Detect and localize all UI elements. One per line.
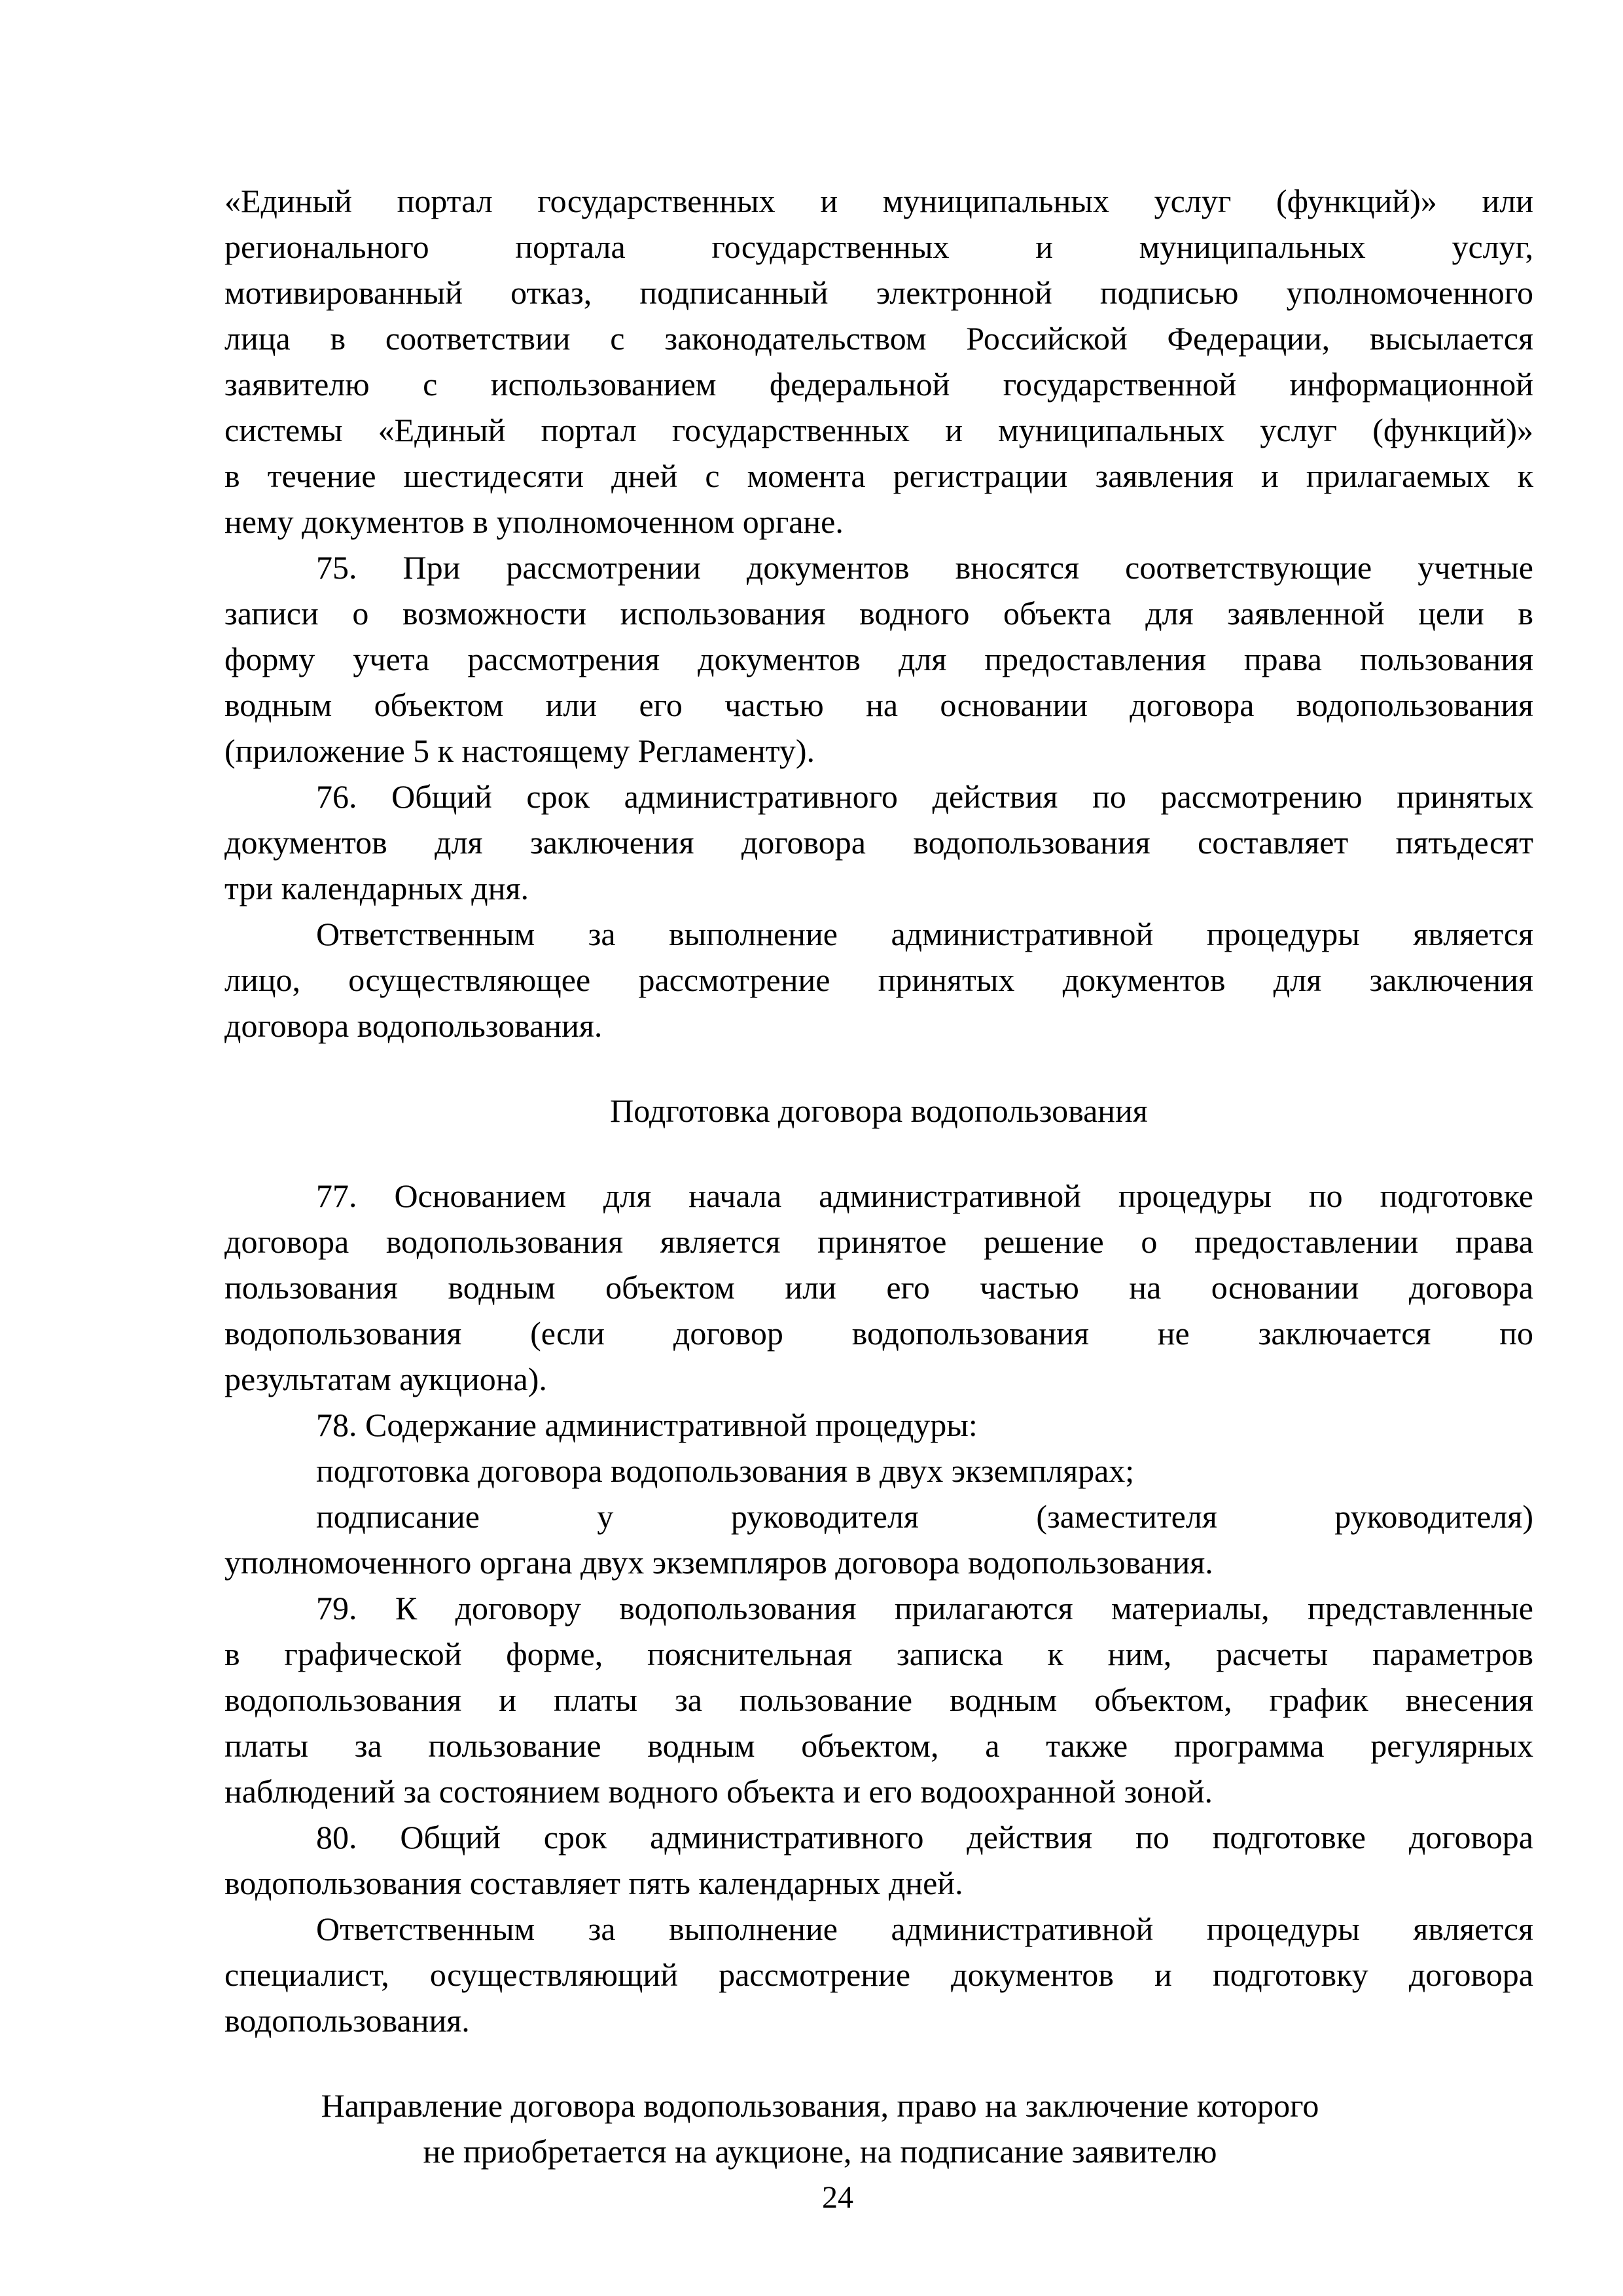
text-line: водопользования и платы за пользование водным объектом, график внесения bbox=[224, 1681, 1533, 1718]
text-line: подписание у руководителя (заместителя руководителя) bbox=[316, 1498, 1533, 1535]
paragraph bbox=[224, 1585, 1533, 1814]
text-line: водопользования. bbox=[224, 2002, 470, 2039]
paragraph bbox=[224, 1814, 1533, 1906]
text-line: 76. Общий срок административного действия по рассмотрению принятых bbox=[316, 778, 1533, 815]
section-heading bbox=[224, 2083, 1416, 2174]
text-line: 79. К договору водопользования прилагаются материалы, представленные bbox=[316, 1590, 1533, 1626]
text-line: 78. Содержание административной процедуры: bbox=[316, 1407, 978, 1443]
paragraph bbox=[224, 1906, 1533, 2043]
paragraph bbox=[224, 774, 1533, 911]
text-line: Ответственным за выполнение административной процедуры является bbox=[316, 1910, 1533, 1947]
text-line: три календарных дня. bbox=[224, 870, 529, 906]
text-line: Подготовка договора водопользования bbox=[610, 1092, 1148, 1129]
text-line: в течение шестидесяти дней с момента регистрации заявления и прилагаемых к bbox=[224, 457, 1533, 494]
text-line: форму учета рассмотрения документов для предоставления права пользования bbox=[224, 641, 1533, 677]
text-line: заявителю с использованием федеральной государственной информационной bbox=[224, 366, 1533, 403]
text-line: наблюдений за состоянием водного объекта и его водоохранной зоной. bbox=[224, 1773, 1213, 1810]
page-number: 24 bbox=[822, 2180, 853, 2215]
text-line: в графической форме, пояснительная записка к ним, расчеты параметров bbox=[224, 1636, 1533, 1672]
text-line: водным объектом или его частью на основании договора водопользования bbox=[224, 687, 1533, 723]
text-line: (приложение 5 к настоящему Регламенту). bbox=[224, 732, 815, 769]
text-line: водопользования (если договор водопользования не заключается по bbox=[224, 1315, 1533, 1352]
paragraph bbox=[224, 178, 1533, 545]
paragraph bbox=[224, 545, 1533, 774]
text-line: результатам аукциона). bbox=[224, 1361, 547, 1397]
text-line: подготовка договора водопользования в двух экземплярах; bbox=[316, 1452, 1135, 1489]
text-line: записи о возможности использования водного объекта для заявленной цели в bbox=[224, 595, 1533, 632]
text-line: мотивированный отказ, подписанный электронной подписью уполномоченного bbox=[224, 274, 1533, 311]
text-line: системы «Единый портал государственных и муниципальных услуг (функций)» bbox=[224, 412, 1533, 448]
text-line: пользования водным объектом или его частью на основании договора bbox=[224, 1269, 1533, 1306]
text-line: 77. Основанием для начала административной процедуры по подготовке bbox=[316, 1177, 1533, 1214]
paragraph bbox=[224, 911, 1533, 1049]
paragraph bbox=[224, 1402, 1533, 1448]
text-line: документов для заключения договора водопользования составляет пятьдесят bbox=[224, 824, 1533, 861]
text-line: 80. Общий срок административного действия по подготовке договора bbox=[316, 1819, 1533, 1856]
text-line: лица в соответствии с законодательством Российской Федерации, высылается bbox=[224, 320, 1533, 357]
text-line: платы за пользование водным объектом, а также программа регулярных bbox=[224, 1727, 1533, 1764]
text-line: «Единый портал государственных и муниципальных услуг (функций)» или bbox=[224, 183, 1533, 219]
text-line: специалист, осуществляющий рассмотрение документов и подготовку договора bbox=[224, 1956, 1533, 1993]
text-line: уполномоченного органа двух экземпляров договора водопользования. bbox=[224, 1544, 1213, 1581]
text-line: не приобретается на аукционе, на подписание заявителю bbox=[423, 2133, 1217, 2170]
text-line: водопользования составляет пять календарных дней. bbox=[224, 1865, 963, 1901]
text-line: 75. При рассмотрении документов вносятся соответствующие учетные bbox=[316, 549, 1533, 586]
text-line: Ответственным за выполнение административной процедуры является bbox=[316, 916, 1533, 952]
paragraph bbox=[224, 1448, 1533, 1494]
text-line: Направление договора водопользования, право на заключение которого bbox=[321, 2087, 1319, 2124]
paragraph bbox=[224, 1173, 1533, 1402]
text-line: нему документов в уполномоченном органе. bbox=[224, 503, 844, 540]
text-line: договора водопользования. bbox=[224, 1007, 603, 1044]
text-line: договора водопользования является принятое решение о предоставлении права bbox=[224, 1223, 1533, 1260]
paragraph bbox=[224, 1494, 1533, 1585]
text-line: регионального портала государственных и муниципальных услуг, bbox=[224, 228, 1533, 265]
section-heading bbox=[224, 1088, 1533, 1134]
text-line: лицо, осуществляющее рассмотрение принятых документов для заключения bbox=[224, 961, 1533, 998]
document-body bbox=[224, 178, 1533, 2214]
